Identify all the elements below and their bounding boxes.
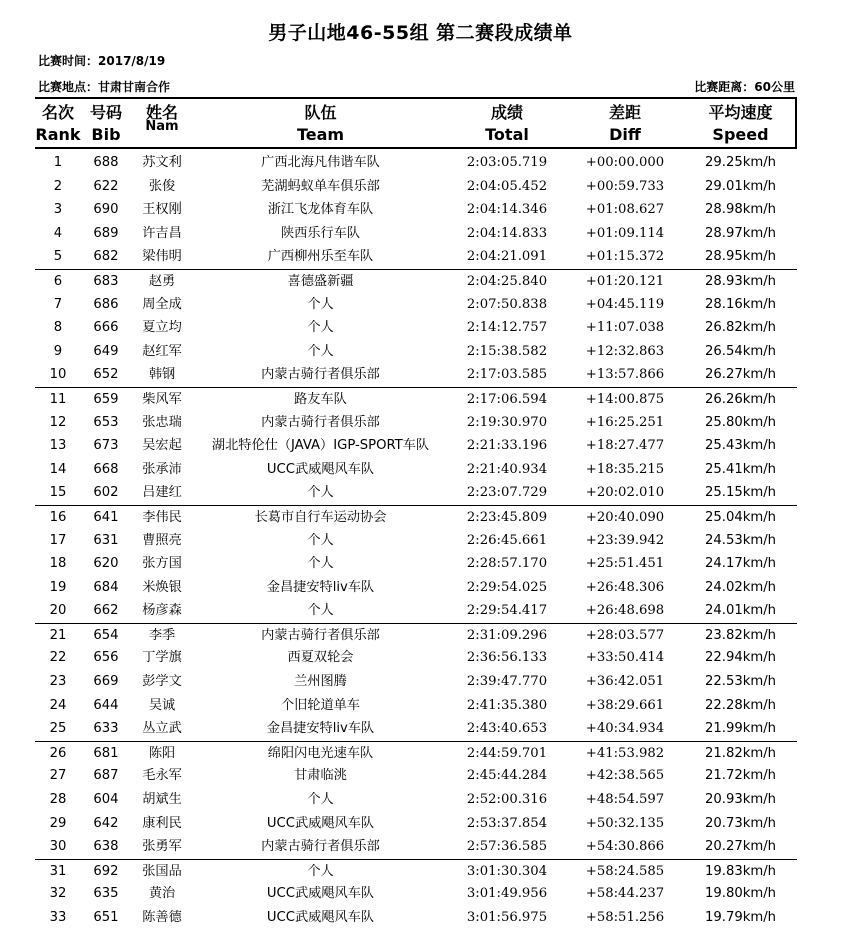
cell-name: 韩钢	[148, 367, 176, 383]
table-row	[35, 363, 797, 387]
cell-total: 2:23:07.729	[466, 485, 548, 501]
cell-diff: +50:32.135	[585, 815, 665, 831]
cell-total: 2:04:14.833	[466, 225, 548, 241]
cell-speed: 24.02km/h	[704, 579, 777, 595]
cell-team: 内蒙古骑行者俱乐部	[261, 839, 380, 855]
cell-total: 2:41:35.380	[466, 697, 548, 713]
cell-diff: +01:15.372	[585, 249, 665, 265]
cell-diff: +14:00.875	[585, 391, 665, 407]
cell-diff: +42:38.565	[585, 768, 665, 784]
page-title: 男子山地46-55组 第二赛段成绩单	[268, 22, 573, 44]
cell-bib: 653	[93, 414, 119, 430]
cell-total: 2:04:05.452	[466, 178, 548, 194]
column-header-bib	[81, 99, 131, 147]
cell-rank: 2	[53, 178, 63, 194]
cell-diff: +18:27.477	[585, 438, 665, 454]
cell-speed: 24.01km/h	[704, 603, 777, 619]
cell-rank: 6	[53, 273, 63, 289]
cell-speed: 24.17km/h	[704, 556, 777, 572]
column-header-team	[193, 99, 448, 147]
table-row	[35, 812, 797, 836]
table-row	[35, 293, 797, 317]
cell-bib: 635	[93, 886, 119, 902]
cell-name: 王权刚	[142, 202, 182, 218]
column-header-total-en: Total	[485, 125, 529, 144]
cell-total: 3:01:49.956	[466, 886, 548, 902]
cell-team: 个人	[307, 296, 334, 312]
cell-total: 3:01:30.304	[466, 863, 548, 879]
cell-team: 路友车队	[294, 391, 347, 407]
cell-team: 个人	[307, 485, 334, 501]
cell-name: 吴宏起	[142, 438, 182, 454]
cell-bib: 690	[93, 202, 119, 218]
table-row	[35, 175, 797, 199]
cell-diff: +00:00.000	[585, 155, 665, 170]
cell-team: UCC武威飓风车队	[266, 910, 375, 925]
cell-rank: 33	[49, 910, 67, 925]
table-row	[35, 434, 797, 458]
cell-bib: 668	[93, 461, 119, 477]
cell-diff: +13:57.866	[585, 367, 665, 383]
cell-total: 2:31:09.296	[466, 627, 548, 643]
cell-bib: 673	[93, 438, 119, 454]
table-row	[35, 623, 797, 647]
cell-speed: 22.94km/h	[704, 650, 777, 666]
column-header-speed	[684, 99, 797, 147]
cell-bib: 669	[93, 674, 119, 690]
cell-total: 2:23:45.809	[466, 509, 548, 525]
cell-name: 梁伟明	[142, 249, 182, 265]
cell-team: 个人	[307, 863, 334, 879]
table-row	[35, 576, 797, 600]
cell-speed: 29.01km/h	[704, 178, 777, 194]
cell-bib: 683	[93, 273, 119, 289]
cell-total: 2:19:30.970	[466, 414, 548, 430]
cell-rank: 27	[49, 768, 67, 784]
cell-speed: 21.72km/h	[704, 768, 777, 784]
table-row	[35, 670, 797, 694]
cell-rank: 30	[49, 839, 67, 855]
cell-team: 芜湖蚂蚁单车俱乐部	[261, 178, 380, 194]
cell-speed: 19.80km/h	[704, 886, 777, 902]
cell-total: 2:36:56.133	[466, 650, 548, 666]
cell-team: 西夏双轮会	[287, 650, 354, 666]
cell-team: 个人	[307, 603, 334, 619]
cell-speed: 26.54km/h	[704, 343, 777, 359]
cell-total: 2:21:33.196	[466, 438, 548, 454]
table-row	[35, 245, 797, 269]
column-header-total-zh: 成绩	[490, 103, 523, 122]
cell-total: 2:57:36.585	[466, 839, 548, 855]
cell-diff: +58:44.237	[585, 886, 665, 902]
cell-rank: 3	[53, 202, 63, 218]
cell-name: 陈善德	[142, 910, 182, 925]
cell-name: 毛永军	[142, 768, 182, 784]
cell-name: 丛立武	[142, 721, 182, 737]
cell-name: 彭学文	[142, 674, 182, 690]
cell-total: 2:43:40.653	[466, 721, 548, 737]
cell-total: 2:03:05.719	[466, 155, 548, 170]
cell-rank: 25	[49, 721, 67, 737]
cell-rank: 11	[49, 391, 67, 407]
cell-diff: +16:25.251	[585, 414, 665, 430]
cell-speed: 28.95km/h	[704, 249, 777, 265]
cell-diff: +33:50.414	[585, 650, 665, 666]
cell-bib: 689	[93, 225, 119, 241]
cell-name: 吕建红	[142, 485, 182, 501]
cell-total: 2:04:14.346	[466, 202, 548, 218]
cell-team: 金昌捷安特liv车队	[266, 579, 375, 595]
cell-rank: 10	[49, 367, 67, 383]
cell-speed: 21.99km/h	[704, 721, 777, 737]
cell-rank: 5	[53, 249, 63, 265]
cell-diff: +23:39.942	[585, 532, 665, 548]
cell-bib: 652	[93, 367, 119, 383]
cell-rank: 32	[49, 886, 67, 902]
table-row	[35, 316, 797, 340]
cell-team: 湖北特伦仕（JAVA）IGP-SPORT车队	[211, 438, 430, 454]
cell-rank: 13	[49, 438, 67, 454]
cell-rank: 15	[49, 485, 67, 501]
race-location-label: 比赛地点：	[38, 80, 99, 94]
results-table-header	[35, 97, 797, 149]
column-header-diff-zh: 差距	[608, 103, 641, 122]
cell-diff: +01:20.121	[585, 273, 665, 289]
cell-diff: +04:45.119	[585, 296, 665, 312]
cell-rank: 26	[49, 745, 67, 761]
cell-speed: 21.82km/h	[704, 745, 777, 761]
cell-name: 张方国	[142, 556, 182, 572]
cell-team: 个人	[307, 343, 334, 359]
cell-team: 长葛市自行车运动协会	[254, 509, 387, 525]
cell-name: 黄治	[148, 886, 176, 902]
cell-name: 张勇军	[142, 839, 182, 855]
cell-bib: 681	[93, 745, 119, 761]
cell-diff: +20:02.010	[585, 485, 665, 501]
cell-speed: 20.73km/h	[704, 815, 777, 831]
column-header-diff	[566, 99, 684, 147]
cell-team: 甘肃临洮	[294, 768, 347, 784]
table-row	[35, 269, 797, 293]
cell-total: 2:29:54.417	[466, 603, 548, 619]
cell-speed: 20.93km/h	[704, 792, 777, 808]
cell-team: UCC武威飓风车队	[266, 461, 375, 477]
cell-bib: 638	[93, 839, 119, 855]
cell-rank: 12	[49, 414, 67, 430]
table-row	[35, 529, 797, 553]
cell-team: 个人	[307, 320, 334, 336]
table-row	[35, 222, 797, 246]
race-distance	[694, 78, 795, 95]
cell-name: 张俊	[148, 178, 176, 194]
table-row	[35, 505, 797, 529]
table-row	[35, 458, 797, 482]
race-location	[38, 78, 170, 95]
cell-diff: +36:42.051	[585, 674, 665, 690]
cell-speed: 25.04km/h	[704, 509, 777, 525]
results-table-body	[35, 151, 797, 930]
cell-bib: 692	[93, 863, 119, 879]
cell-name: 许吉昌	[142, 225, 182, 241]
cell-diff: +11:07.038	[585, 320, 665, 336]
table-row	[35, 198, 797, 222]
column-header-bib-zh: 号码	[89, 103, 122, 122]
table-row	[35, 411, 797, 435]
cell-bib: 620	[93, 556, 119, 572]
cell-rank: 7	[53, 296, 63, 312]
cell-bib: 604	[93, 792, 119, 808]
cell-name: 米焕银	[142, 579, 182, 595]
race-time	[38, 52, 165, 69]
cell-diff: +54:30.866	[585, 839, 665, 855]
table-row	[35, 717, 797, 741]
cell-speed: 22.53km/h	[704, 674, 777, 690]
cell-speed: 22.28km/h	[704, 697, 777, 713]
cell-diff: +48:54.597	[585, 792, 665, 808]
cell-team: 个人	[307, 532, 334, 548]
cell-rank: 21	[49, 627, 67, 643]
cell-bib: 659	[93, 391, 119, 407]
cell-bib: 651	[93, 910, 119, 925]
cell-speed: 28.98km/h	[704, 202, 777, 218]
cell-name: 赵勇	[148, 273, 176, 289]
table-row	[35, 552, 797, 576]
table-row	[35, 859, 797, 883]
cell-bib: 641	[93, 509, 119, 525]
cell-bib: 662	[93, 603, 119, 619]
cell-total: 2:52:00.316	[466, 792, 548, 808]
cell-bib: 654	[93, 627, 119, 643]
cell-team: 内蒙古骑行者俱乐部	[261, 627, 380, 643]
table-row	[35, 694, 797, 718]
cell-name: 康利民	[142, 815, 182, 831]
table-row	[35, 646, 797, 670]
cell-speed: 20.27km/h	[704, 839, 777, 855]
cell-team: UCC武威飓风车队	[266, 815, 375, 831]
cell-total: 2:21:40.934	[466, 461, 548, 477]
cell-diff: +20:40.090	[585, 509, 665, 525]
cell-rank: 16	[49, 509, 67, 525]
cell-name: 丁学旗	[142, 650, 182, 666]
cell-total: 2:17:06.594	[466, 391, 548, 407]
column-header-rank	[35, 99, 81, 147]
race-time-label: 比赛时间：	[38, 54, 99, 68]
cell-diff: +01:09.114	[585, 225, 665, 241]
cell-name: 陈阳	[148, 745, 176, 761]
column-header-team-en: Team	[296, 125, 345, 144]
cell-team: 喜德盛新疆	[287, 273, 354, 289]
cell-name: 夏立均	[142, 320, 182, 336]
cell-speed: 19.83km/h	[704, 863, 777, 879]
cell-team: 个旧轮道单车	[280, 697, 361, 713]
cell-name: 吴诚	[148, 697, 176, 713]
cell-bib: 602	[93, 485, 119, 501]
cell-name: 柴风军	[142, 391, 182, 407]
cell-diff: +41:53.982	[585, 745, 665, 761]
cell-diff: +26:48.306	[585, 579, 665, 595]
cell-bib: 688	[93, 155, 119, 170]
race-time-value: 2017/8/19	[98, 54, 166, 68]
race-distance-value: 60公里	[754, 80, 795, 94]
cell-total: 2:07:50.838	[466, 296, 548, 312]
cell-total: 2:04:25.840	[466, 273, 548, 289]
table-row	[35, 481, 797, 505]
cell-rank: 22	[49, 650, 67, 666]
cell-team: 浙江飞龙体育车队	[267, 202, 374, 218]
cell-rank: 20	[49, 603, 67, 619]
cell-rank: 19	[49, 579, 67, 595]
table-row	[35, 835, 797, 859]
table-row	[35, 741, 797, 765]
cell-total: 2:28:57.170	[466, 556, 548, 572]
cell-name: 张忠瑞	[142, 414, 182, 430]
cell-name: 张承沛	[142, 461, 182, 477]
column-header-name-zh: 姓名	[145, 103, 178, 122]
column-header-rank-en: Rank	[35, 125, 81, 144]
cell-team: 金昌捷安特liv车队	[266, 721, 375, 737]
cell-speed: 26.82km/h	[704, 320, 777, 336]
cell-rank: 4	[53, 225, 63, 241]
cell-bib: 684	[93, 579, 119, 595]
table-row	[35, 151, 797, 175]
cell-total: 2:26:45.661	[466, 532, 548, 548]
cell-bib: 686	[93, 296, 119, 312]
cell-speed: 28.93km/h	[704, 273, 777, 289]
table-row	[35, 599, 797, 623]
table-row	[35, 882, 797, 906]
cell-speed: 25.43km/h	[704, 438, 777, 454]
cell-speed: 25.15km/h	[704, 485, 777, 501]
column-header-speed-zh: 平均速度	[708, 103, 773, 122]
cell-bib: 642	[93, 815, 119, 831]
cell-rank: 23	[49, 674, 67, 690]
cell-rank: 29	[49, 815, 67, 831]
cell-diff: +25:51.451	[585, 556, 665, 572]
cell-name: 李伟民	[142, 509, 182, 525]
cell-team: 个人	[307, 792, 334, 808]
cell-diff: +58:51.256	[585, 910, 665, 925]
cell-team: 兰州图腾	[294, 674, 347, 690]
cell-bib: 631	[93, 532, 119, 548]
cell-team: 广西北海凡伟谐车队	[261, 155, 380, 170]
cell-speed: 23.82km/h	[704, 627, 777, 643]
column-header-diff-en: Diff	[609, 125, 641, 144]
cell-speed: 28.16km/h	[704, 296, 777, 312]
cell-diff: +00:59.733	[585, 178, 665, 194]
cell-bib: 644	[93, 697, 119, 713]
cell-team: 绵阳闪电光速车队	[267, 745, 374, 761]
cell-name: 曹照亮	[142, 532, 182, 548]
cell-rank: 31	[49, 863, 67, 879]
cell-total: 2:14:12.757	[466, 320, 548, 336]
cell-rank: 8	[53, 320, 63, 336]
column-header-name	[131, 99, 193, 147]
column-header-speed-en: Speed	[712, 125, 769, 144]
cell-diff: +12:32.863	[585, 343, 665, 359]
cell-total: 2:53:37.854	[466, 815, 548, 831]
cell-rank: 24	[49, 697, 67, 713]
cell-rank: 28	[49, 792, 67, 808]
cell-speed: 25.41km/h	[704, 461, 777, 477]
cell-name: 杨彦森	[142, 603, 182, 619]
cell-name: 苏文利	[142, 155, 182, 170]
cell-name: 赵红军	[142, 343, 182, 359]
cell-diff: +40:34.934	[585, 721, 665, 737]
cell-team: 内蒙古骑行者俱乐部	[261, 414, 380, 430]
cell-team: 个人	[307, 556, 334, 572]
cell-diff: +28:03.577	[585, 627, 665, 643]
column-header-team-zh: 队伍	[304, 103, 337, 122]
cell-diff: +01:08.627	[585, 202, 665, 218]
cell-bib: 622	[93, 178, 119, 194]
cell-diff: +38:29.661	[585, 697, 665, 713]
cell-name: 张国品	[142, 863, 182, 879]
cell-team: 内蒙古骑行者俱乐部	[261, 367, 380, 383]
column-header-bib-en: Bib	[91, 125, 121, 144]
cell-diff: +18:35.215	[585, 461, 665, 477]
cell-total: 2:04:21.091	[466, 249, 548, 265]
cell-rank: 9	[53, 343, 63, 359]
cell-total: 2:17:03.585	[466, 367, 548, 383]
cell-speed: 19.79km/h	[704, 910, 777, 925]
cell-total: 2:39:47.770	[466, 674, 548, 690]
cell-total: 2:29:54.025	[466, 579, 548, 595]
table-row	[35, 788, 797, 812]
table-row	[35, 906, 797, 930]
cell-total: 2:44:59.701	[466, 745, 548, 761]
cell-name: 李季	[148, 627, 176, 643]
column-header-total	[448, 99, 566, 147]
cell-rank: 1	[53, 155, 63, 170]
cell-speed: 29.25km/h	[704, 155, 777, 170]
cell-name: 周全成	[142, 296, 182, 312]
cell-speed: 25.80km/h	[704, 414, 777, 430]
table-row	[35, 764, 797, 788]
cell-total: 2:45:44.284	[466, 768, 548, 784]
cell-bib: 682	[93, 249, 119, 265]
cell-bib: 666	[93, 320, 119, 336]
cell-total: 3:01:56.975	[466, 910, 548, 925]
cell-team: 陕西乐行车队	[280, 225, 361, 241]
cell-speed: 28.97km/h	[704, 225, 777, 241]
race-location-value: 甘肃甘南合作	[98, 80, 171, 94]
cell-rank: 18	[49, 556, 67, 572]
cell-team: 广西柳州乐至车队	[267, 249, 374, 265]
cell-bib: 633	[93, 721, 119, 737]
table-row	[35, 340, 797, 364]
cell-rank: 14	[49, 461, 67, 477]
cell-total: 2:15:38.582	[466, 343, 548, 359]
cell-diff: +58:24.585	[585, 863, 665, 879]
column-header-rank-zh: 名次	[41, 103, 74, 122]
cell-team: UCC武威飓风车队	[266, 886, 375, 902]
cell-bib: 649	[93, 343, 119, 359]
cell-rank: 17	[49, 532, 67, 548]
race-distance-label: 比赛距离：	[694, 80, 755, 94]
cell-speed: 26.27km/h	[704, 367, 777, 383]
cell-speed: 24.53km/h	[704, 532, 777, 548]
cell-bib: 687	[93, 768, 119, 784]
cell-speed: 26.26km/h	[704, 391, 777, 407]
cell-diff: +26:48.698	[585, 603, 665, 619]
table-row	[35, 387, 797, 411]
cell-name: 胡斌生	[142, 792, 182, 808]
cell-bib: 656	[93, 650, 119, 666]
column-header-name-en: Nam	[145, 119, 179, 134]
